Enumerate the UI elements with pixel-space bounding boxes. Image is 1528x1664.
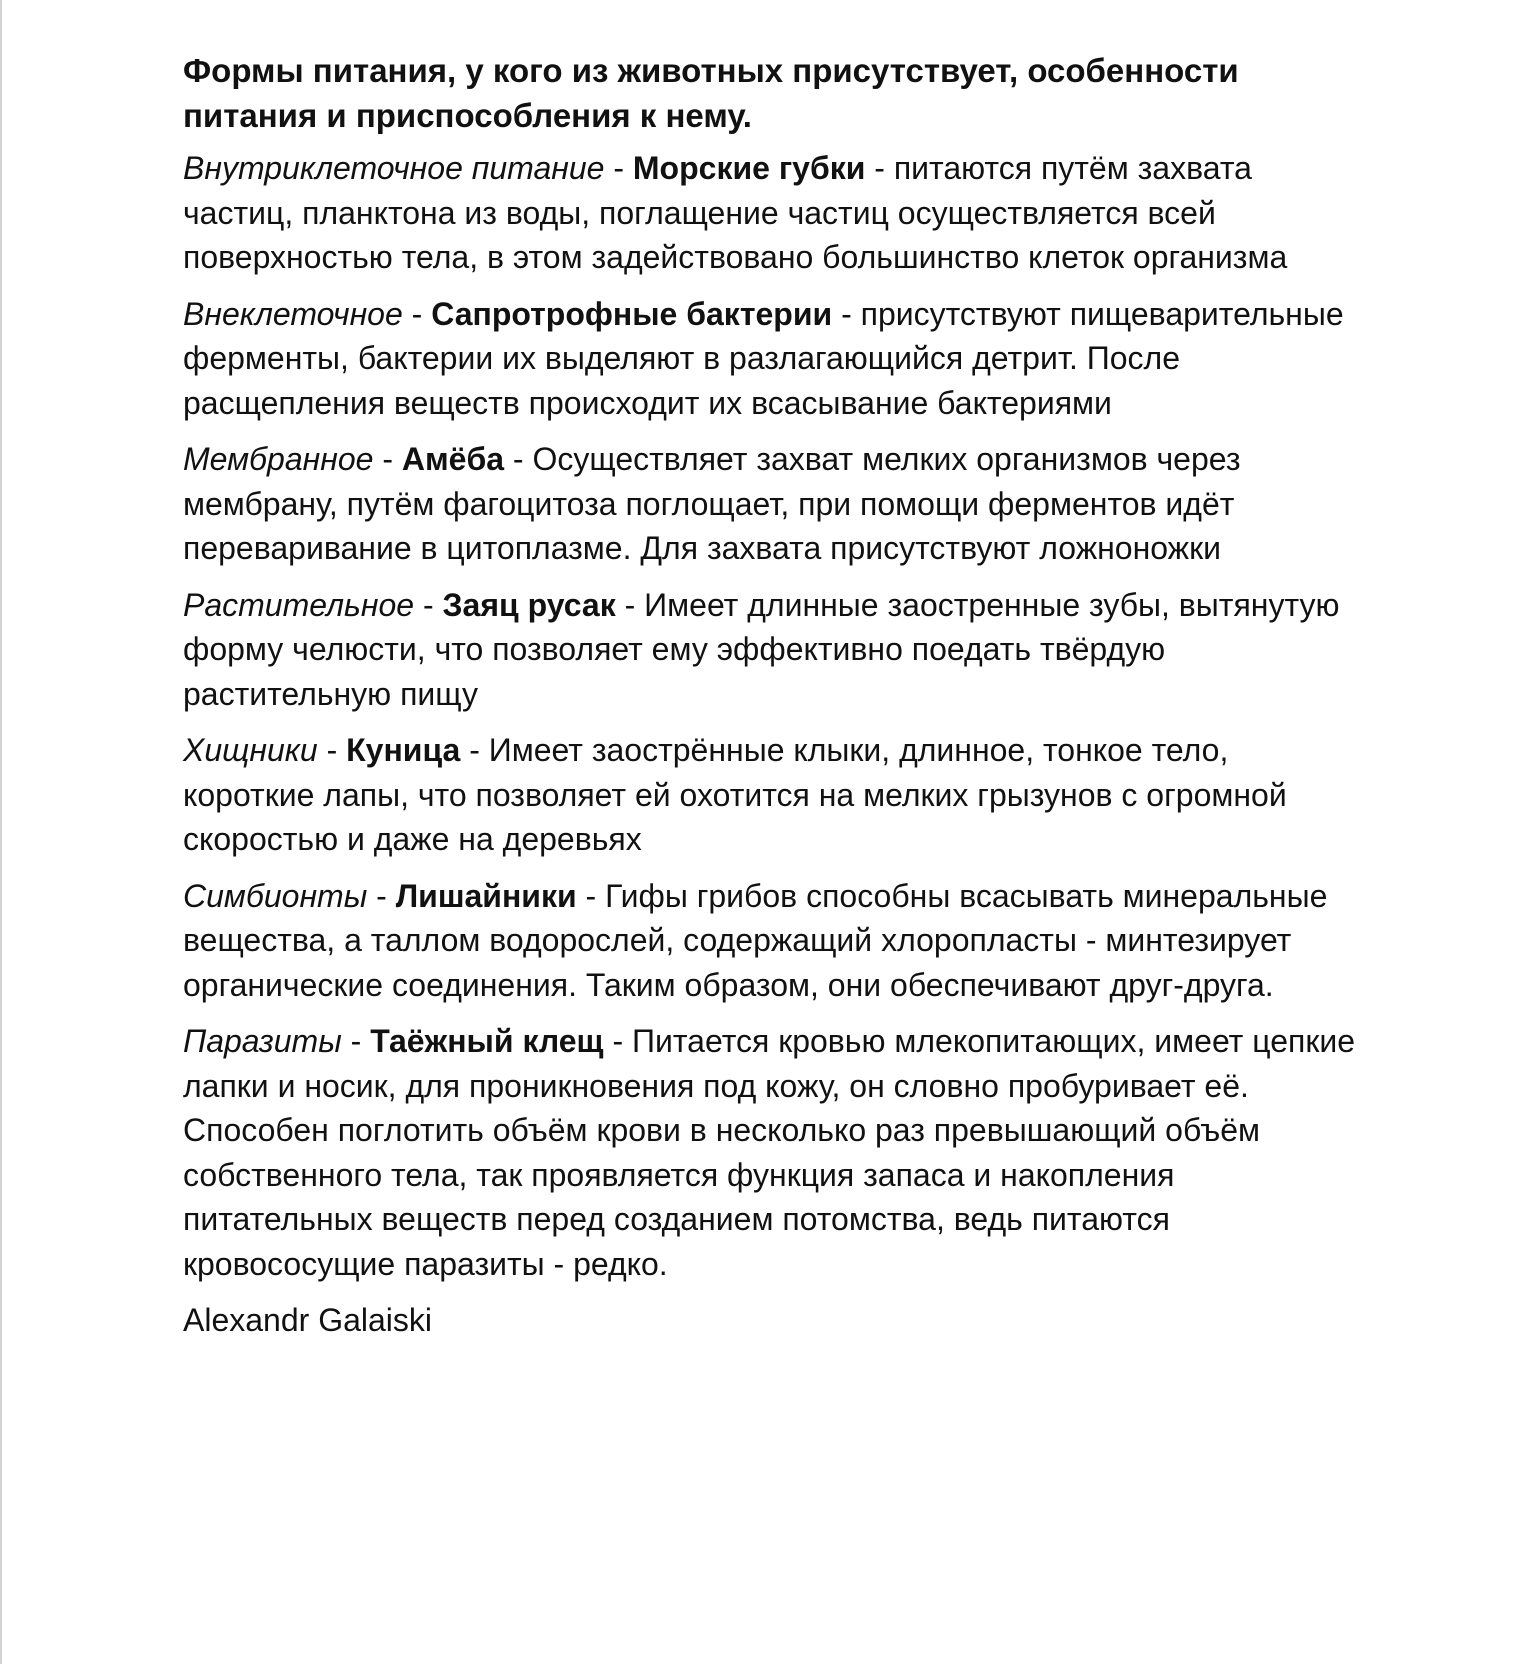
- organism-name: Заяц русак: [442, 586, 616, 623]
- entry-parasite: [183, 1019, 1363, 1286]
- separator: -: [832, 295, 861, 332]
- entry-description: присутствуют пищеварительные ферменты, бактерии их выделяют в разлагающийся детрит. После расщепления веществ происходит их всасывание бактериями: [183, 295, 1344, 421]
- document-title: Формы питания, у кого из животных присутствует, особенности питания и приспособления к нему.: [183, 52, 1239, 134]
- nutrition-form-name: Мембранное: [183, 441, 374, 477]
- entry-description: питаются путём захвата частиц, планктона из воды, поглащение частиц осуществляется всей поверхностью тела, в этом задействовано большинство клеток организма: [183, 150, 1288, 275]
- organism-name: Морские губки: [632, 150, 866, 186]
- separator: -: [373, 441, 402, 477]
- entry-symbiont: [183, 874, 1363, 1008]
- separator: -: [402, 295, 432, 332]
- separator: -: [414, 586, 443, 623]
- author-signature: Alexandr Galaiski: [183, 1302, 432, 1338]
- organism-name: Амёба: [401, 441, 505, 477]
- page-edge: [0, 0, 2, 1664]
- entry-description: Осуществляет захват мелких организмов через мембрану, путём фагоцитоза поглощает, при помощи ферментов идёт переваривание в цитоплазме. Для захвата присутствуют ложноножки: [183, 441, 1241, 566]
- organism-name: Лишайники: [395, 877, 577, 914]
- entry-description: Имеет длинные заостренные зубы, вытянутую форму челюсти, что позволяет ему эффективно поедать твёрдую растительную пищу: [183, 586, 1340, 712]
- nutrition-form-name: Внутриклеточное питание: [183, 150, 605, 186]
- document-body: [183, 48, 1363, 1343]
- entry-extracellular: [183, 292, 1363, 426]
- separator: -: [576, 877, 606, 914]
- entry-description: Гифы грибов способны всасывать минеральные вещества, а таллом водорослей, содержащий хлоропласты - минтезирует органические соединения. Таким образом, они обеспечивают друг-друга.: [183, 877, 1328, 1003]
- separator: -: [367, 877, 396, 914]
- nutrition-form-name: Внеклеточное: [183, 295, 403, 332]
- separator: -: [865, 150, 894, 186]
- entry-description: Имеет заострённые клыки, длинное, тонкое тело, короткие лапы, что позволяет ей охотится на мелких грызунов с огромной скоростью и даже на деревьях: [183, 732, 1287, 857]
- entry-description: Питается кровью млекопитающих, имеет цепкие лапки и носик, для проникновения под кожу, он словно пробуривает её. Способен поглотить объём крови в несколько раз превышающий объём собственного тела, так проявляется функция запаса и накопления питательных веществ перед созданием потомства, ведь питаются кровососущие паразиты - редко.: [183, 1023, 1355, 1282]
- separator: -: [604, 150, 633, 186]
- nutrition-form-name: Паразиты: [183, 1023, 342, 1059]
- separator: -: [603, 1023, 632, 1059]
- entry-predator: [183, 728, 1363, 862]
- separator: -: [341, 1023, 371, 1059]
- separator: -: [504, 441, 533, 477]
- nutrition-form-name: Хищники: [183, 732, 318, 768]
- separator: -: [460, 732, 489, 768]
- separator: -: [615, 586, 645, 623]
- separator: -: [317, 732, 347, 768]
- organism-name: Сапротрофные бактерии: [431, 295, 833, 332]
- nutrition-form-name: Растительное: [183, 586, 415, 623]
- entry-intracellular: [183, 146, 1363, 280]
- organism-name: Таёжный клещ: [370, 1023, 604, 1059]
- entry-membrane: [183, 437, 1363, 571]
- nutrition-form-name: Симбионты: [183, 877, 368, 914]
- entry-herbivore: [183, 583, 1363, 717]
- organism-name: Куница: [346, 732, 461, 768]
